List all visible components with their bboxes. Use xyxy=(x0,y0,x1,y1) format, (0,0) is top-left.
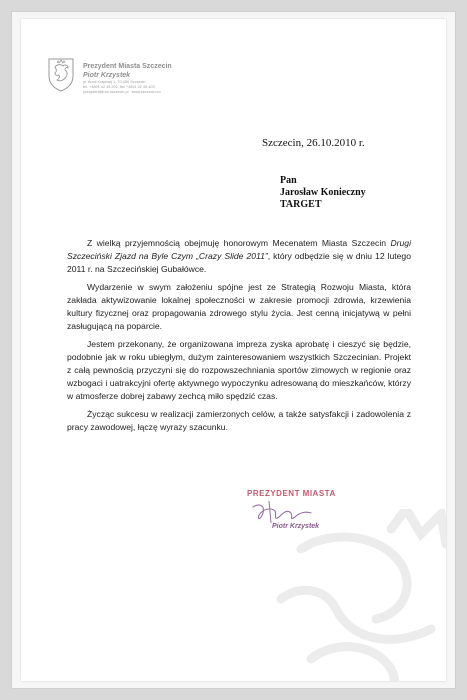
letterhead xyxy=(83,62,172,95)
paragraph-2: Wydarzenie w swym założeniu spójne jest ze Strategią Rozwoju Miasta, która zakłada aktywizowanie lokalnej społeczności w zakresie promocji zdrowia, krzewienia kultury fizycznej oraz propagowania zdrowego stylu życia. Jest cenną inicjatywą w pełni zasługującą na poparcie. xyxy=(67,282,411,331)
letterhead-phone: tel. +4891 42 45 201, fax +4891 42 45 403 xyxy=(83,85,155,89)
paragraph-1-start: Z wielką przyjemnością obejmuję honorowym Mecenatem Miasta Szczecin xyxy=(87,238,391,248)
paragraph-4: Życząc sukcesu w realizacji zamierzonych celów, a także satysfakcji i zadowolenia z pracy zawodowej, łączę wyrazy szacunku. xyxy=(67,409,411,432)
signature-name: Piotr Krzystek xyxy=(272,523,320,530)
letterhead-name: Piotr Krzystek xyxy=(83,72,131,79)
signature-title: PREZYDENT MIASTA xyxy=(247,489,336,498)
recipient-salutation: Pan xyxy=(280,175,297,186)
letter-page xyxy=(21,19,446,681)
event-name: Drugi Szczeciński Zjazd na Byle Czym „Crazy Slide 2011” xyxy=(67,238,411,261)
paragraph-1 xyxy=(67,237,411,276)
recipient-name: Jarosław Konieczny xyxy=(280,187,366,198)
griffin-watermark-icon xyxy=(241,509,446,681)
city-crest-icon xyxy=(48,58,74,92)
recipient-block xyxy=(280,175,366,211)
letterhead-address: pl. Armii Krajowej 1, 70-456 Szczecin xyxy=(83,80,146,84)
letter-date: Szczecin, 26.10.2010 r. xyxy=(262,137,365,149)
letter-body xyxy=(67,237,411,439)
recipient-org: TARGET xyxy=(280,199,322,210)
letterhead-contact: prezydent@um.szczecin.pl · www.szczecin.eu xyxy=(83,90,161,94)
letterhead-office: Prezydent Miasta Szczecin xyxy=(83,63,172,70)
paragraph-1-end: , który odbędzie się w dniu 12 lutego 2011 r. na Szczecińskiej Gubałówce. xyxy=(67,251,411,274)
paragraph-3: Jestem przekonany, że organizowana impreza zyska aprobatę i cieszyć się będzie, podobnie jak w roku ubiegłym, dużym zainteresowaniem wszystkich Szczecinian. Projekt z całą pewnością przyczyni się do rozpowszechniania sportów zimowych w regionie oraz wzbogaci i uatrakcyjni ofertę aktywnego wypoczynku adresowaną do mieszkańców, którzy w atmosferze dobrej zabawy zechcą miło spędzić czas. xyxy=(67,339,411,401)
